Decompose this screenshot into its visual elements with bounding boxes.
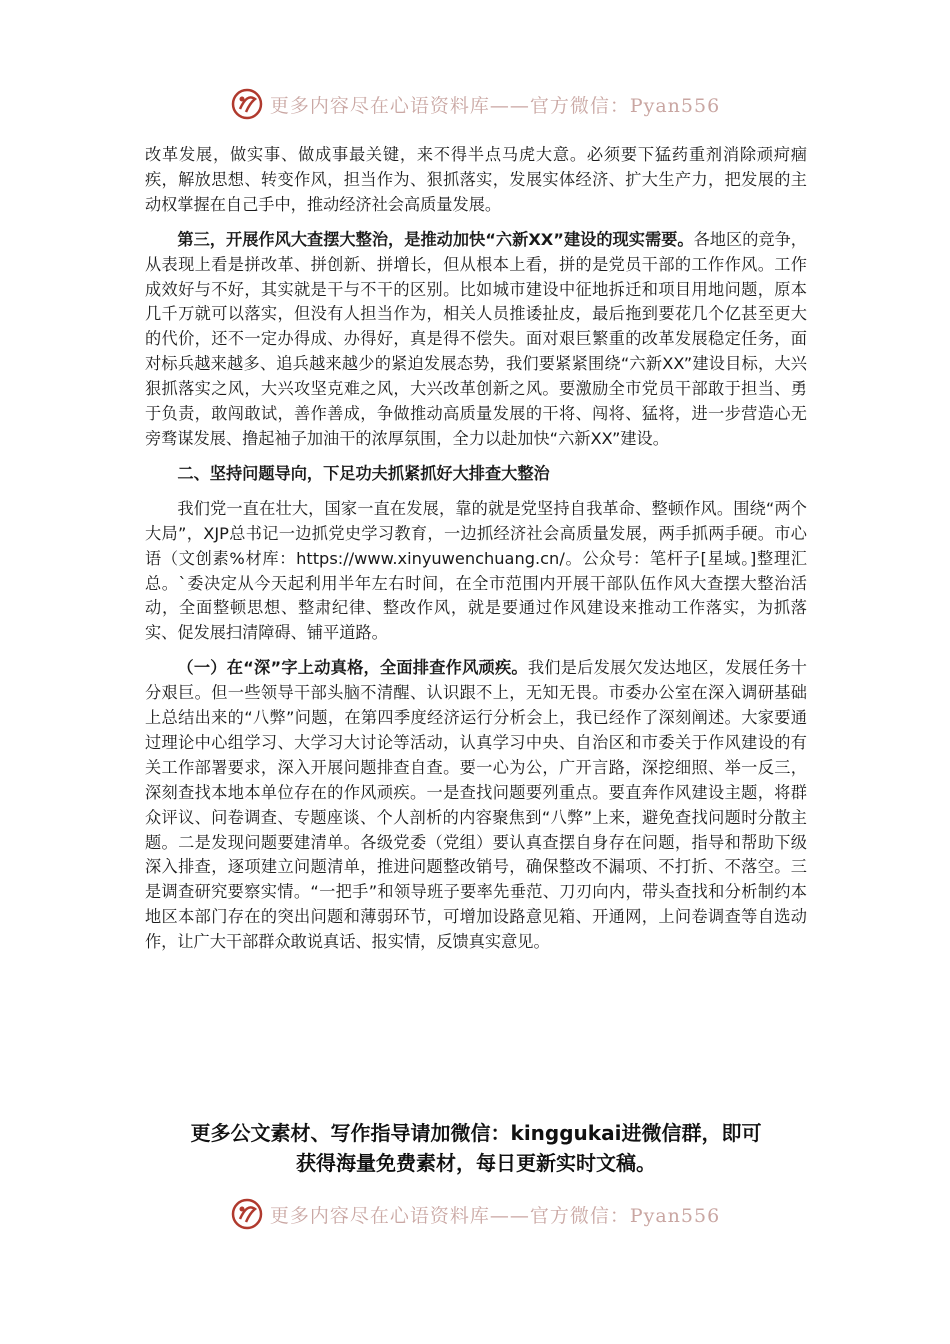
watermark-header: [0, 84, 950, 124]
promo-line-2: 获得海量免费素材，每日更新实时文稿。: [296, 1151, 656, 1175]
section-2-title: 二、坚持问题导向，下足功夫抓紧抓好大排查大整治: [177, 463, 550, 483]
promo-notice: [140, 1118, 812, 1178]
watermark-text: 更多内容尽在心语资料库——官方微信：Pyan556: [269, 94, 721, 117]
paragraph-2-text: 各地区的竞争，从表现上看是拼改革、拼创新、拼增长，但从根本上看，拼的是党员干部的工作作风。工作成效好与不好，其实就是干与不干的区别。比如城市建设中征地拆迁和项目用地问题，原本几千万就可以落实，但没有人担当作为，相关人员推诿扯皮，最后拖到要花几个亿甚至更大的代价，还不一定办得成、办得好，真是得不偿失。面对艰巨繁重的改革发展稳定任务，面对标兵越来越多、追兵越来越少的紧迫发展态势，我们要紧紧围绕“六新XX”建设目标，大兴狠抓落实之风，大兴攻坚克难之风，大兴改革创新之风。要激励全市党员干部敢于担当、勇于负责，敢闯敢试，善作善成，争做推动高质量发展的干将、闯将、猛将，进一步营造心无旁骛谋发展、撸起袖子加油干的浓厚氛围，全力以赴加快“六新XX”建设。: [145, 229, 807, 448]
paragraph-4-heading: （一）在“深”字上动真格，全面排查作风顽疾。: [177, 658, 528, 678]
watermark-footer: [0, 1194, 950, 1234]
paragraph-2: [145, 228, 807, 452]
paragraph-3: 我们党一直在壮大，国家一直在发展，靠的就是党坚持自我革命、整顿作风。围绕“两个大局”，XJP总书记一边抓党史学习教育，一边抓经济社会高质量发展，两手抓两手硬。市心语（文创素%材库：https://www.xinyuwenchuang.cn/。公众号：笔杆子[星域。]整理汇总。`委决定从今天起利用半年左右时间，在全市范围内开展干部队伍作风大查摆大整治活动，全面整顿思想、整肃纪律、整改作风，就是要通过作风建设来推动工作落实，为抓落实、促发展扫清障碍、铺平道路。: [145, 498, 807, 643]
paragraph-2-heading: 第三，开展作风大查摆大整治，是推动加快“六新XX”建设的现实需要。: [177, 229, 694, 249]
library-logo-icon: [230, 87, 264, 121]
watermark-text: 更多内容尽在心语资料库——官方微信：Pyan556: [269, 1204, 721, 1227]
paragraph-4-text: 我们是后发展欠发达地区，发展任务十分艰巨。但一些领导干部头脑不清醒、认识跟不上，无知无畏。市委办公室在深入调研基础上总结出来的“八弊”问题，在第四季度经济运行分析会上，我已经作了深刻阐述。大家要通过理论中心组学习、大学习大讨论等活动，认真学习中央、自治区和市委关于作风建设的有关工作部署要求，深入开展问题排查自查。要一心为公，广开言路，深挖细照、举一反三，深刻查找本地本单位存在的作风顽疾。一是查找问题要列重点。要直奔作风建设主题，将群众评议、问卷调查、专题座谈、个人剖析的内容聚焦到“八弊”上来，避免查找问题时分散主题。二是发现问题要建清单。各级党委（党组）要认真查摆自身存在问题，指导和帮助下级深入排查，逐项建立问题清单，推进问题整改销号，确保整改不漏项、不打折、不落空。三是调查研究要察实情。“一把手”和领导班子要率先垂范、刀刃向内，带头查找和分析制约本地区本部门存在的突出问题和薄弱环节，可增加设路意见箱、开通网，上问卷调查等自选动作，让广大干部群众敢说真话、报实情，反馈真实意见。: [145, 658, 807, 952]
library-logo-icon: [230, 1197, 264, 1231]
document-body: [145, 143, 807, 955]
paragraph-4: [145, 656, 807, 955]
paragraph-1: 改革发展，做实事、做成事最关键，来不得半点马虎大意。必须要下猛药重剂消除顽疴痼疾，解放思想、转变作风，担当作为、狠抓落实，发展实体经济、扩大生产力，把发展的主动权掌握在自己手中，推动经济社会高质量发展。: [145, 145, 807, 214]
promo-line-1: 更多公文素材、写作指导请加微信：kinggukai进微信群，即可: [190, 1121, 762, 1145]
